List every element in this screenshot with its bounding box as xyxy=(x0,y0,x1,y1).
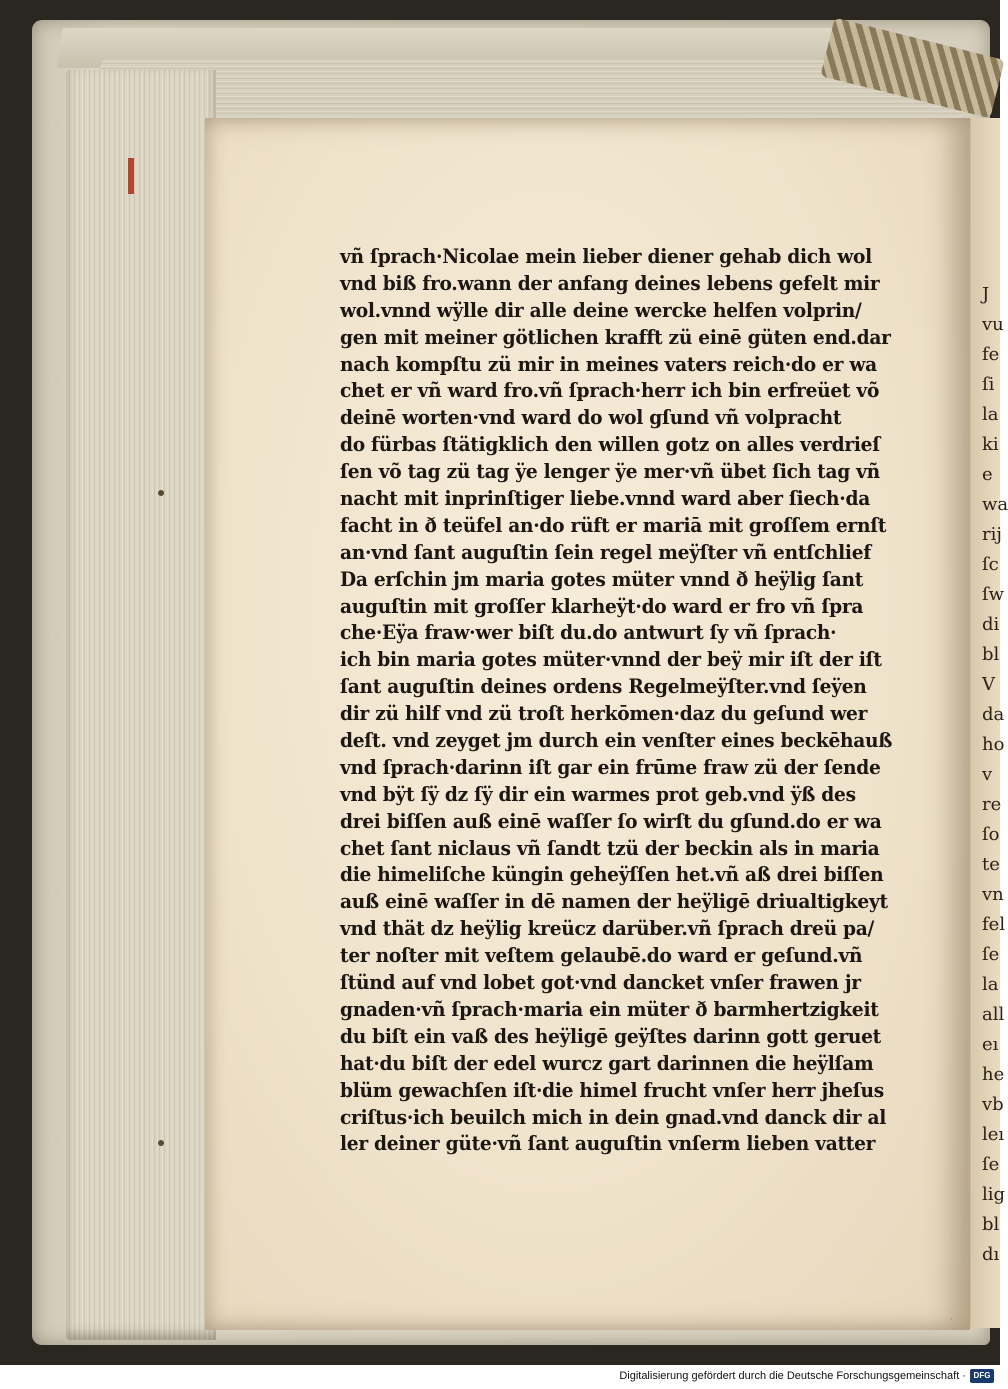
text-line: gen mit meiner götlichen krafft zü einē güten end.dar xyxy=(340,324,891,349)
facing-page-fragment: ſo xyxy=(982,824,1000,845)
facing-page-fragment: bl xyxy=(982,644,1000,665)
text-line: hat·du biſt der edel wurcz gart darinnen die heÿlſam xyxy=(340,1050,874,1075)
text-line: vnd thät dz heÿlig kreücz darüber.vñ ſprach dreü pa/ xyxy=(340,916,875,941)
text-line: chet er vñ ward fro.vñ ſprach·herr ich bin erfreüet võ xyxy=(340,378,880,403)
text-line: ler deiner güte·vñ ſant auguſtin vnſerm lieben vatter xyxy=(340,1131,876,1156)
facing-page-fragment: ſw xyxy=(982,584,1005,605)
text-line: do fürbas ſtätigklich den willen gotz on alles verdrieſ xyxy=(340,432,880,457)
text-line: deinē worten·vnd ward do wol gſund vñ volpracht xyxy=(340,405,842,430)
text-line: du biſt ein vaß des heÿligē geÿſtes darinn gott geruet xyxy=(340,1023,881,1048)
facing-page-fragment: ſi xyxy=(982,374,995,395)
page-edges-left xyxy=(66,70,216,1340)
facing-page-fragment: ſc xyxy=(982,554,999,575)
red-page-marker xyxy=(128,158,134,194)
text-line: ſant auguſtin deines ordens Regelmeÿſter.vnd ſeÿen xyxy=(340,674,867,699)
facing-page-fragment: rij xyxy=(982,524,1002,545)
facing-page-fragment: di xyxy=(982,614,1000,635)
facing-page-fragment: dı xyxy=(982,1244,1000,1265)
text-line: drei biſſen auß einē waſſer ſo wirſt du gſund.do er wa xyxy=(340,808,882,833)
text-line: gnaden·vñ ſprach·maria ein müter ð barmhertzigkeit xyxy=(340,996,879,1021)
text-line: vnd biß fro.wann der anfang deines lebens gefelt mir xyxy=(340,270,880,295)
printed-text-block xyxy=(340,243,900,1157)
text-line: ſtünd auf vnd lobet got·vnd dancket vnſer frawen jr xyxy=(340,970,861,995)
footer-bar xyxy=(0,1365,1000,1389)
page-foot-mark: · xyxy=(950,1315,953,1325)
digitization-credit: Digitalisierung gefördert durch die Deutsche Forschungsgemeinschaft · xyxy=(619,1370,966,1382)
text-line: auß einē waſſer in dē namen der heÿligē driualtigkeyt xyxy=(340,889,888,914)
facing-page-fragment: la xyxy=(982,974,999,995)
facing-page-fragment: fe xyxy=(982,344,1000,365)
text-line: blüm gewachſen iſt·die himel frucht vnſer herr jheſus xyxy=(340,1077,884,1102)
facing-page-fragment: eı xyxy=(982,1034,999,1055)
text-line: ich bin maria gotes müter·vnnd der beÿ mir iſt der iſt xyxy=(340,647,882,672)
facing-page-fragment: ſe xyxy=(982,944,1000,965)
facing-page-fragment: vb xyxy=(982,1094,1004,1115)
text-line: vnd ſprach·darinn iſt gar ein frūme fraw zü der ſende xyxy=(340,754,881,779)
facing-page-fragment: wa xyxy=(982,494,1008,515)
text-line: facht in ð teüfel an·do rüft er mariā mit groſſem ernſt xyxy=(340,512,887,537)
text-line: vñ ſprach·Nicolae mein lieber diener gehab dich wol xyxy=(340,244,872,268)
text-line: ſen võ tag zü tag ÿe lenger ÿe mer·vñ übet ſich tag vñ xyxy=(340,459,880,484)
facing-page-fragment: leı xyxy=(982,1124,1005,1145)
facing-page-fragment: lig xyxy=(982,1184,1006,1205)
facing-page-text-fragments xyxy=(982,280,1008,1270)
text-line: vnd bÿt ſÿ dz ſÿ dir ein warmes prot geb.vnd ÿß des xyxy=(340,781,856,806)
facing-page-fragment: v xyxy=(982,764,993,785)
text-line: chet ſant niclaus vñ ſandt tzü der beckin als in maria xyxy=(340,835,880,860)
facing-page-fragment: all xyxy=(982,1004,1005,1025)
facing-page-fragment: V xyxy=(982,674,995,695)
text-line: Da erſchin jm maria gotes müter vnnd ð heÿlig ſant xyxy=(340,566,864,591)
facing-page-fragment: te xyxy=(982,854,1000,875)
facing-page-fragment: fel xyxy=(982,914,1006,935)
facing-page-fragment: vu xyxy=(982,314,1004,335)
facing-page-fragment: ki xyxy=(982,434,999,455)
facing-page-fragment: ho xyxy=(982,734,1005,755)
text-line: criſtus·ich beuilch mich in dein gnad.vnd danck dir al xyxy=(340,1104,887,1129)
facing-page-fragment: he xyxy=(982,1064,1005,1085)
facing-page-fragment: bl xyxy=(982,1214,1000,1235)
sewing-mark xyxy=(158,1140,164,1146)
text-line: dir zü hilf vnd zü troſt herkōmen·daz du geſund wer xyxy=(340,701,868,726)
text-line: die himeliſche küngin geheÿſſen het.vñ aß drei biſſen xyxy=(340,862,884,887)
text-line: ter noſter mit veſtem gelaubē.do ward er geſund.vñ xyxy=(340,943,863,968)
dfg-logo: DFG xyxy=(970,1369,994,1383)
text-line: auguſtin mit groſſer klarheÿt·do ward er fro vñ ſpra xyxy=(340,593,864,618)
text-line: wol.vnnd wÿlle dir alle deine wercke helfen volprin/ xyxy=(340,297,862,322)
text-line: che·Eÿa fraw·wer biſt du.do antwurt ſy vñ ſprach· xyxy=(340,620,837,645)
facing-page-fragment: e xyxy=(982,464,993,485)
facing-page-fragment: da xyxy=(982,704,1005,725)
sewing-mark xyxy=(158,490,164,496)
text-line: an·vnd ſant auguſtin ſein regel meÿſter vñ entſchlief xyxy=(340,539,872,564)
text-line: nach kompſtu zü mir in meines vaters reich·do er wa xyxy=(340,351,877,376)
show-through-text xyxy=(330,1188,750,1210)
facing-page-fragment: vn xyxy=(982,884,1004,905)
facing-page-fragment: J xyxy=(982,284,990,305)
facing-page-fragment: la xyxy=(982,404,999,425)
text-line: deſt. vnd zeyget jm durch ein venſter eines beckēhauß xyxy=(340,728,893,753)
facing-page-fragment: re xyxy=(982,794,1002,815)
facing-page-fragment: ſe xyxy=(982,1154,1000,1175)
text-line: nacht mit inprinſtiger liebe.vnnd ward aber ſiech·da xyxy=(340,486,870,511)
